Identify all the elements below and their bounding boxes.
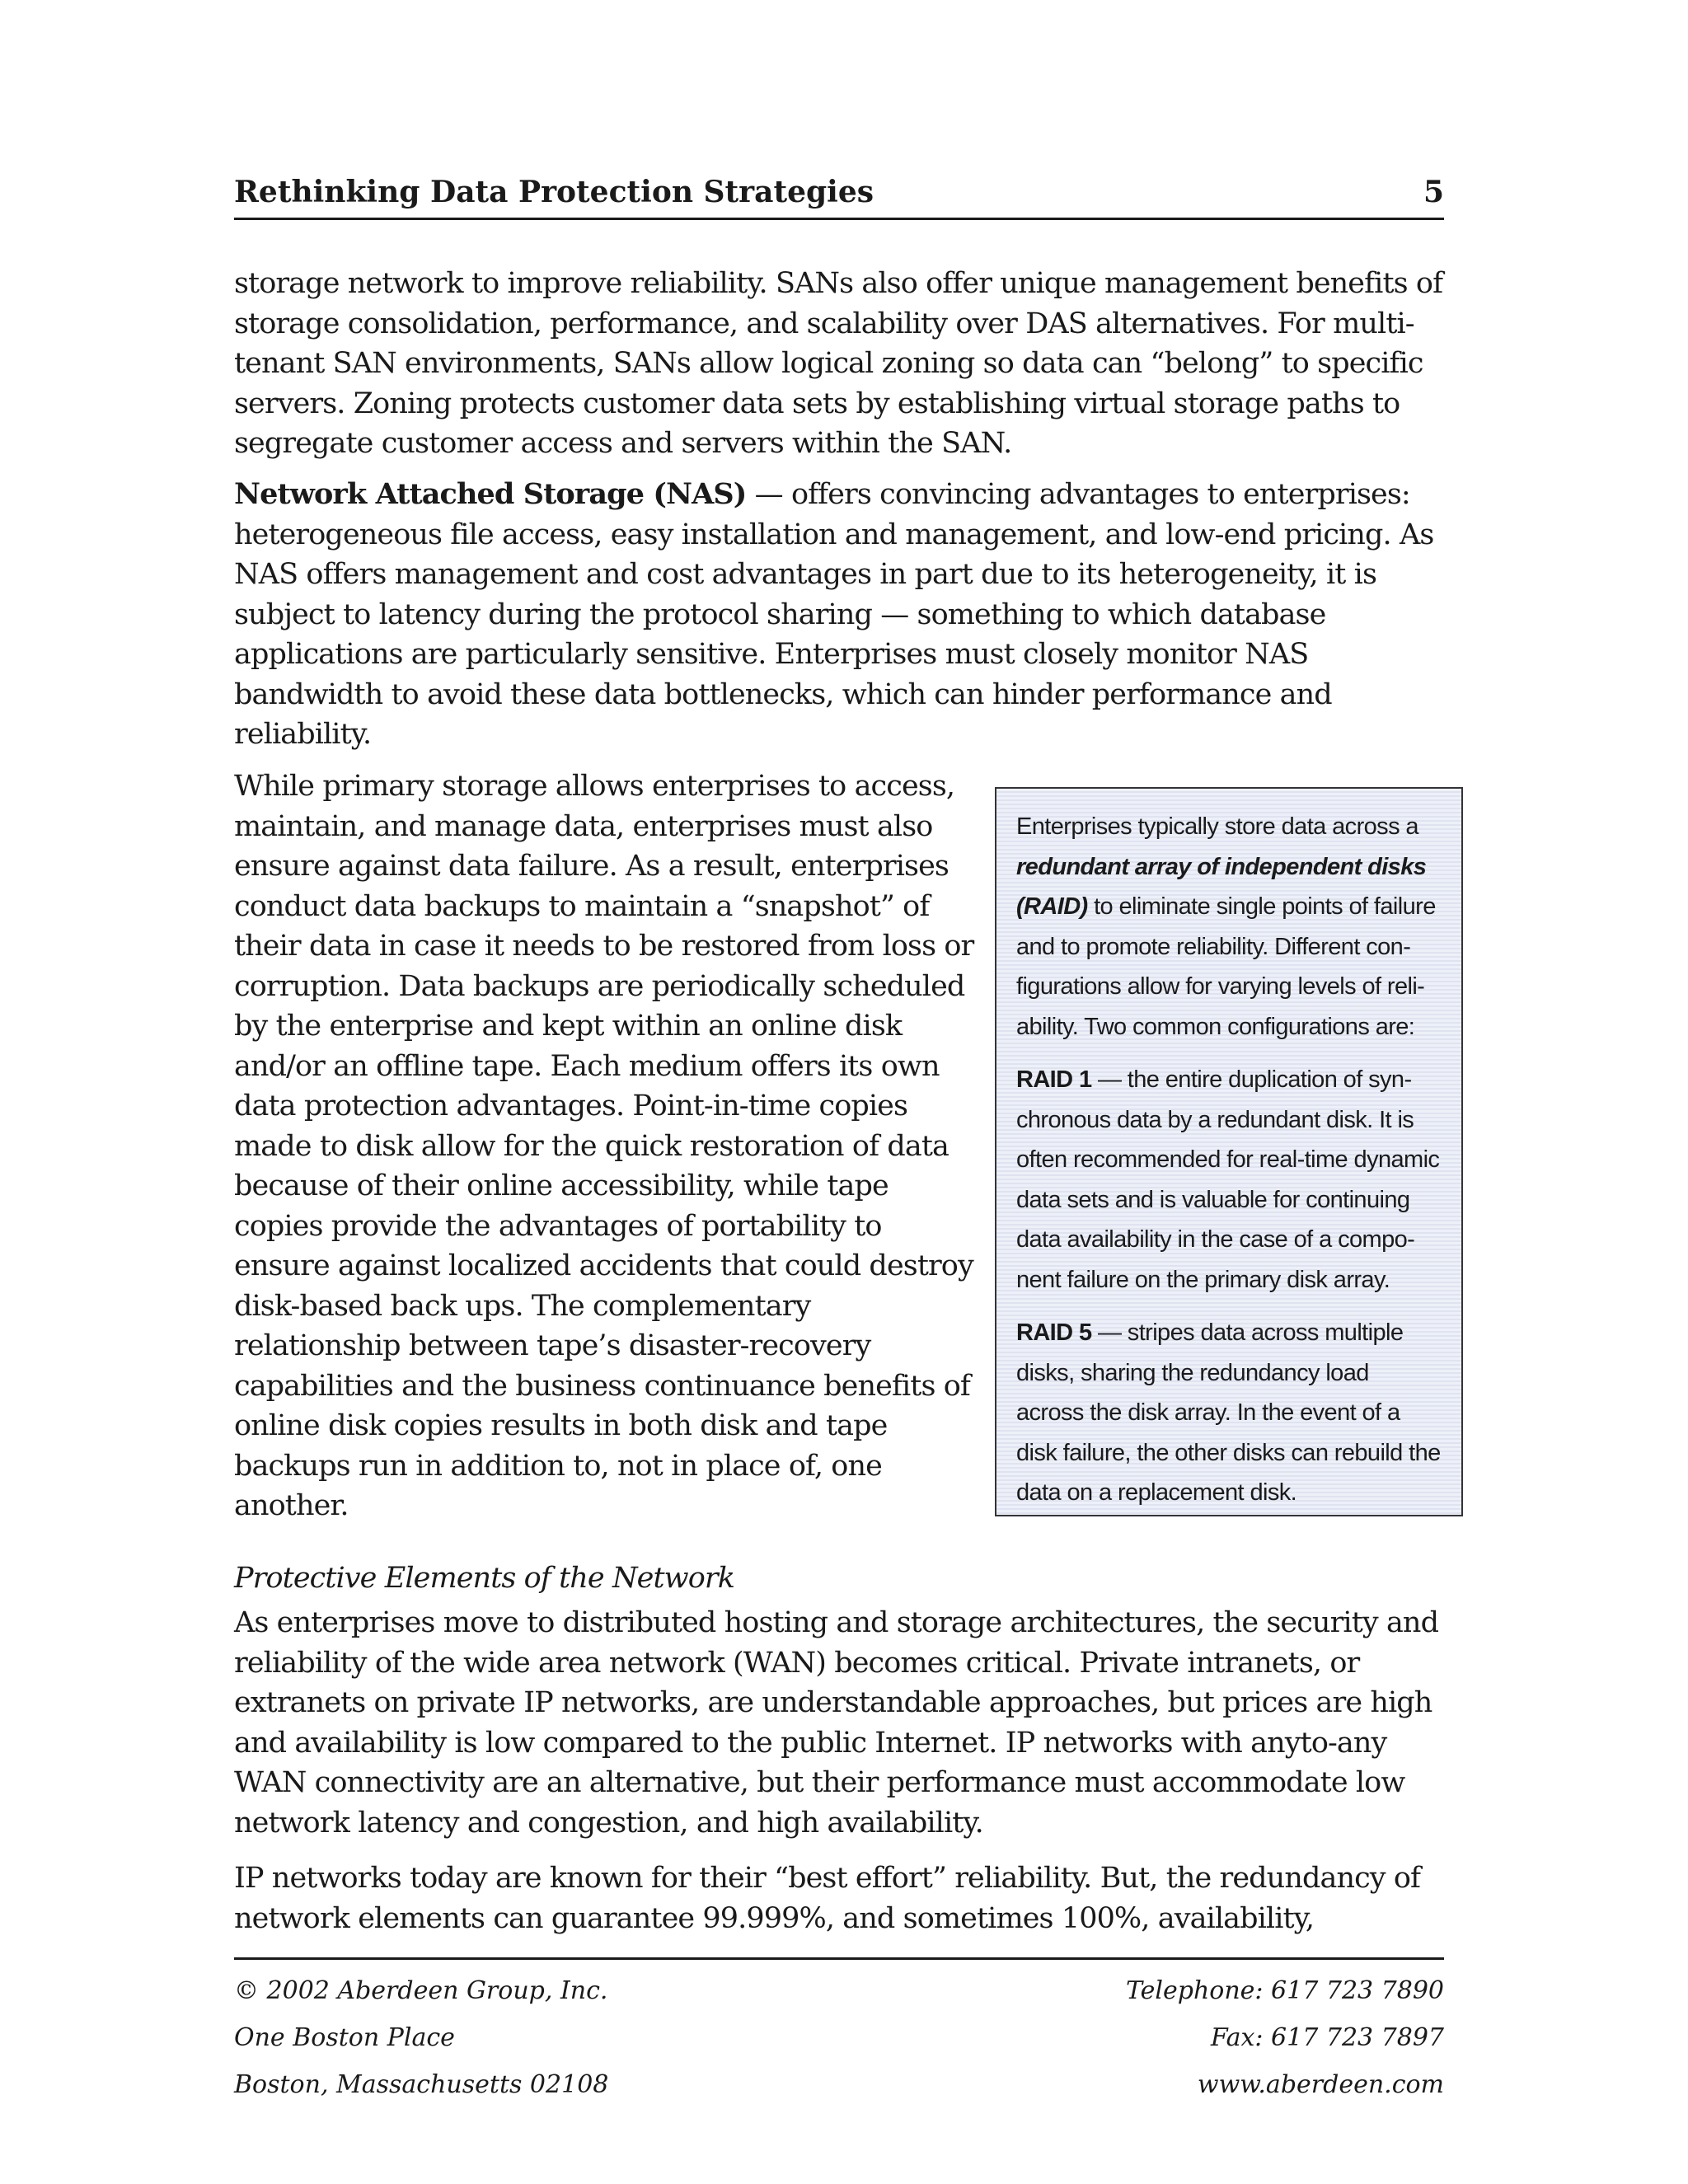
nas-text: — offers convincing advantages to enterprises: heterogeneous file access, easy installation and management, and low-end pricing. As NAS offers management and cost advantages in part due to its heterogeneity, it is subject to latency during the protocol sharing — something to which database applications are particularly sensitive. Enterprises must closely monitor NAS bandwidth to avoid these data bottlenecks, which can hinder performance and reliability.	[234, 478, 1434, 751]
raid1-term: RAID 1	[1016, 1066, 1092, 1093]
footer-address-line2: Boston, Massachusetts 02108	[234, 2070, 609, 2099]
paragraph-backups: While primary storage allows enterprises to access, maintain, and manage data, enterprises must also ensure against data failure. As a result, enterprises conduct data backups to maintain a “snapshot” of their data in case it needs to be restored from loss or corruption. Data backups are periodically scheduled by the enterprise and kept within an online disk and/or an offline tape. Each medium offers its own data protection advantages. Point-in-time copies made to disk allow for the quick restoration of data because of their online accessibility, while tape copies provide the advantages of portability to ensure against localized accidents that could destroy disk-based back ups. The complementary relationship between tape’s disaster-recovery capabilities and the business continuance benefits of online disk copies results in both disk and tape backups run in addition to, not in place of, one another.	[234, 770, 974, 1522]
footer-row-1	[234, 1967, 1444, 2014]
nas-term: Network Attached Storage (NAS)	[234, 477, 747, 511]
footer-fax: Fax: 617 723 7897	[1210, 2023, 1444, 2052]
header-title: Rethinking Data Protection Strategies	[234, 175, 874, 209]
footer-divider	[234, 1957, 1444, 1960]
sidebar-raid1: RAID 1 — the entire duplication of synchronous data by a redundant disk. It is often recommended for real-time dynamic data sets and is valuable for continuing data availability in the case of a component failure on the primary disk array.	[1016, 1066, 1440, 1293]
section-subheading: Protective Elements of the Network	[234, 1562, 735, 1595]
footer-row-3	[234, 2061, 1444, 2108]
raid-term: redundant array of independent disks (RAID)	[1016, 853, 1427, 920]
paragraph-wan: As enterprises move to distributed hosting and storage architectures, the security and reliability of the wide area network (WAN) becomes critical. Private intranets, or extranets on private IP networks, are understandable approaches, but prices are high and availability is low compared to the public Internet. IP networks with anyto-any WAN connectivity are an alternative, but their performance must accommodate low network latency and congestion, and high availability.	[234, 1606, 1439, 1840]
paragraph-san: storage network to improve reliability. SANs also offer unique management benefits of storage consolidation, performance, and scalability over DAS alternatives. For multi-tenant SAN environments, SANs allow logical zoning so data can “belong” to specific servers. Zoning protects customer data sets by establishing virtual storage paths to segregate customer access and servers within the SAN.	[234, 267, 1443, 460]
sidebar-intro: Enterprises typically store data across a redundant array of independent disks (RAID) to eliminate single points of failure and to promote reliability. Different configurations allow for varying levels of reliability. Two common configurations are:	[1016, 813, 1436, 1040]
paragraph-ip-networks: IP networks today are known for their “best effort” reliability. But, the redundancy of network elements can guarantee 99.999%, and sometimes 100%, availability,	[234, 1862, 1421, 1935]
raid-sidebar	[995, 787, 1463, 1516]
sidebar-raid5: RAID 5 — stripes data across multiple disks, sharing the redundancy load across the disk array. In the event of a disk failure, the other disks can rebuild the data on a replacement disk.	[1016, 1319, 1441, 1506]
paragraph-nas	[234, 475, 1444, 755]
raid5-term: RAID 5	[1016, 1319, 1092, 1346]
footer-address-line1: One Boston Place	[234, 2023, 455, 2052]
footer-telephone: Telephone: 617 723 7890	[1125, 1976, 1444, 2005]
page-footer	[234, 1967, 1444, 2108]
footer-copyright: © 2002 Aberdeen Group, Inc.	[234, 1976, 608, 2005]
footer-row-2	[234, 2014, 1444, 2061]
page-number: 5	[1423, 175, 1444, 209]
running-header	[234, 175, 1444, 220]
footer-website: www.aberdeen.com	[1197, 2070, 1444, 2099]
